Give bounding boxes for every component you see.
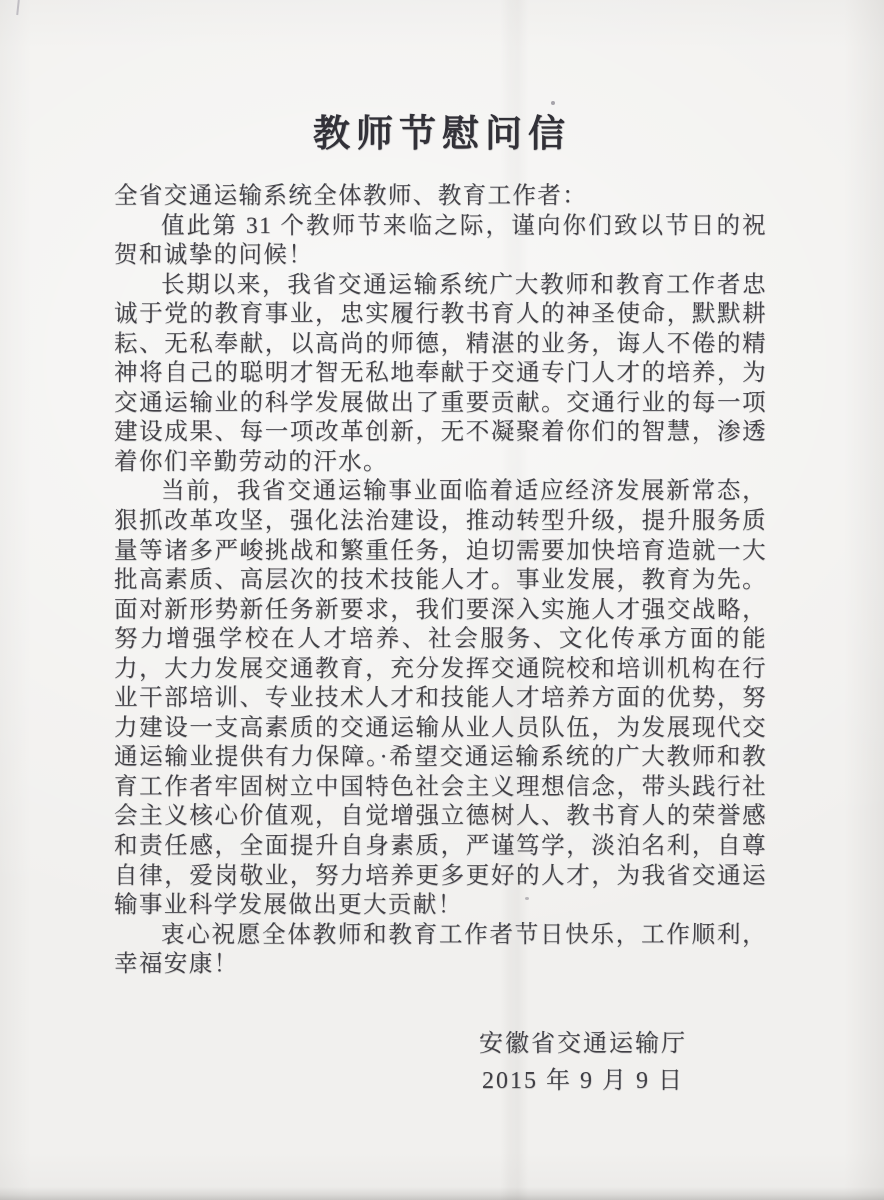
- letter-title: 教师节慰问信: [313, 114, 571, 155]
- paragraph-achievements: 长期以来，我省交通运输系统广大教师和教育工作者忠诚于党的教育事业，忠实履行教书育人的神圣使命，默默耕耘、无私奉献，以高尚的师德，精湛的业务，诲人不倦的精神将自己的聪明才智无私地奉献于交通专门人才的培养，为交通运输业的科学发展做出了重要贡献。交通行业的每一项建设成果、每一项改革创新，无不凝聚着你们的智慧，渗透着你们辛勤劳动的汗水。: [114, 271, 767, 475]
- salutation-line: 全省交通运输系统全体教师、教育工作者：: [114, 183, 588, 209]
- paragraph-greeting: 值此第 31 个教师节来临之际，谨向你们致以节日的祝贺和诚挚的问候！: [114, 212, 767, 269]
- paragraph-wishes: 衷心祝愿全体教师和教育工作者节日快乐，工作顺利，幸福安康！: [114, 921, 767, 978]
- signature-block: [283, 1026, 883, 1100]
- scan-pen-mark: [16, 0, 20, 15]
- scan-edge-shadow: [0, 1187, 884, 1200]
- signature-date: 2015 年 9 月 9 日: [482, 1068, 684, 1094]
- letter-body: [114, 182, 767, 980]
- paragraph-expectations: 当前，我省交通运输事业面临着适应经济发展新常态，狠抓改革攻坚，强化法治建设，推动转型升级，提升服务质量等诸多严峻挑战和繁重任务，迫切需要加快培育造就一大批高素质、高层次的技术技能人才。事业发展，教育为先。面对新形势新任务新要求，我们要深入实施人才强交战略，努力增强学校在人才培养、社会服务、文化传承方面的能力，大力发展交通教育，充分发挥交通院校和培训机构在行业干部培训、专业技术人才和技能人才培养方面的优势，努力建设一支高素质的交通运输从业人员队伍，为发展现代交通运输业提供有力保障。·希望交通运输系统的广大教师和教育工作者牢固树立中国特色社会主义理想信念，带头践行社会主义核心价值观，自觉增强立德树人、教书育人的荣誉感和责任感，全面提升自身素质，严谨笃学，淡泊名利，自尊自律，爱岗敬业，努力培养更多更好的人才，为我省交通运输事业科学发展做出更大贡献！: [114, 478, 767, 919]
- signature-organization: 安徽省交通运输厅: [479, 1031, 687, 1057]
